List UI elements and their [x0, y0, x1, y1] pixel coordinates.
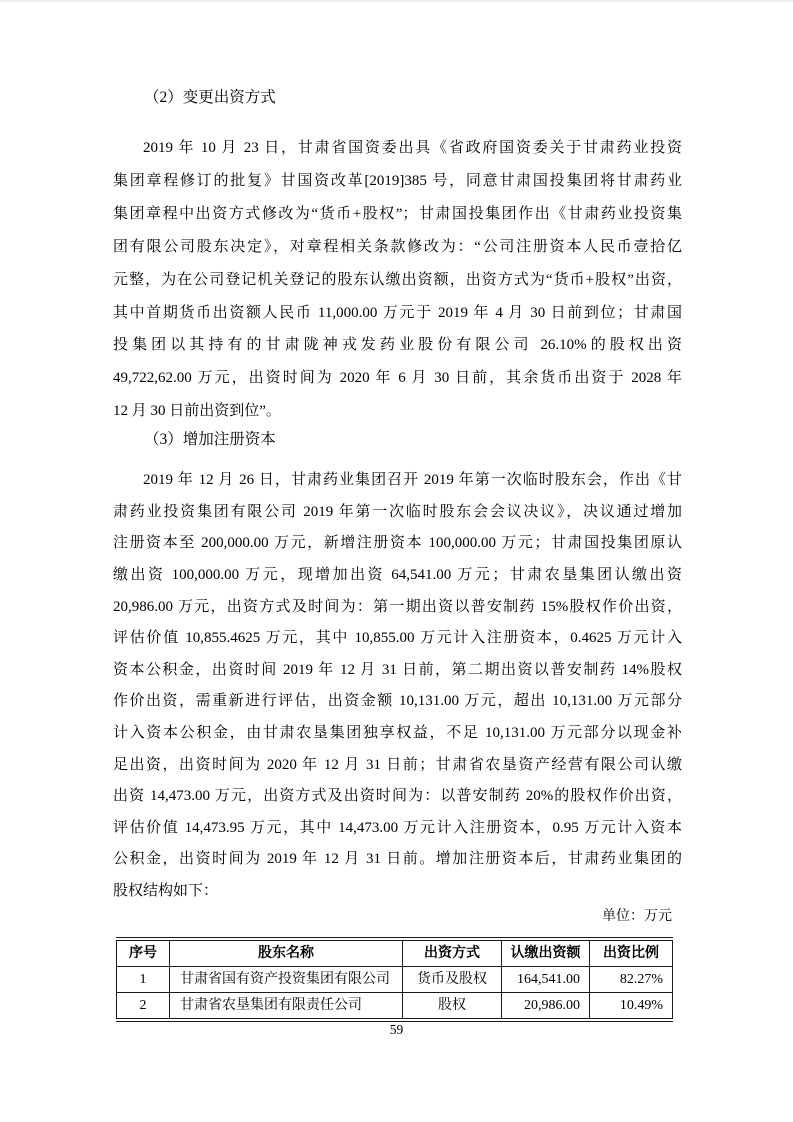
paragraph-line: 49,722,62.00 万元，出资时间为 2020 年 6 月 30 日前，其余货币出资于 2028 年 — [113, 370, 682, 387]
paragraph-line: 团有限公司股东决定》，对章程相关条款修改为：“公司注册资本人民币壹拾亿 — [113, 238, 682, 255]
paragraph-line: 注册资本至 200,000.00 万元，新增注册资本 100,000.00 万元；甘肃国投集团原认 — [113, 535, 682, 552]
cell-shareholder-name: 甘肃省国有资产投资集团有限公司 — [170, 967, 403, 993]
table-header-contribution-method: 出资方式 — [403, 939, 502, 967]
paragraph-line: 投集团以其持有的甘肃陇神戎发药业股份有限公司 26.10%的股权出资 — [113, 337, 682, 354]
paragraph-line: 公积金，出资时间为 2019 年 12 月 31 日前。增加注册资本后，甘肃药业集团的 — [113, 851, 682, 868]
cell-contribution-ratio: 10.49% — [590, 993, 673, 1021]
paragraph-line: 其中首期货币出资额人民币 11,000.00 万元于 2019 年 4 月 30 日前到位；甘肃国 — [113, 304, 682, 321]
paragraph-line: 股权结构如下： — [113, 882, 219, 899]
table-header-shareholder-name: 股东名称 — [170, 939, 403, 967]
paragraph-line: 评估价值 10,855.4625 万元，其中 10,855.00 万元计入注册资本，0.4625 万元计入 — [113, 630, 682, 647]
paragraph-line: 缴出资 100,000.00 万元，现增加出资 64,541.00 万元；甘肃农垦集团认缴出资 — [113, 566, 682, 583]
cell-index: 2 — [117, 993, 170, 1021]
paragraph-line: 12 月 30 日前出资到位”。 — [113, 403, 281, 420]
section-heading-change-method: （2）变更出资方式 — [144, 89, 276, 106]
paragraph-line: 足出资，出资时间为 2020 年 12 月 31 日前；甘肃省农垦资产经营有限公司认缴 — [113, 756, 682, 773]
paragraph-line: 20,986.00 万元，出资方式及时间为：第一期出资以普安制药 15%股权作价出资， — [113, 598, 682, 615]
table-row — [117, 967, 673, 993]
cell-subscribed-amount: 20,986.00 — [502, 993, 590, 1021]
shareholder-structure-table — [116, 937, 673, 1022]
section-heading-increase-capital: （3）增加注册资本 — [144, 431, 276, 449]
page-top-edge — [0, 0, 793, 2]
paragraph-line: 2019 年 12 月 26 日，甘肃药业集团召开 2019 年第一次临时股东会，作出《甘 — [143, 472, 682, 489]
paragraph-line: 集团章程修订的批复》甘国资改革[2019]385 号，同意甘肃国投集团将甘肃药业 — [113, 172, 682, 189]
paragraph-line: 元整，为在公司登记机关登记的股东认缴出资额，出资方式为“货币+股权”出资， — [113, 271, 682, 288]
paragraph-line: 作价出资，需重新进行评估，出资金额 10,131.00 万元，超出 10,131.00 万元部分 — [113, 693, 682, 710]
paragraph-line: 计入资本公积金，由甘肃农垦集团独享权益，不足 10,131.00 万元部分以现金补 — [113, 724, 682, 741]
table-unit-label: 单位：万元 — [602, 909, 672, 925]
cell-contribution-method: 货币及股权 — [403, 967, 502, 993]
table-row — [117, 993, 673, 1021]
cell-subscribed-amount: 164,541.00 — [502, 967, 590, 993]
paragraph-line: 资本公积金，出资时间 2019 年 12 月 31 日前，第二期出资以普安制药 14%股权 — [113, 661, 682, 678]
paragraph-line: 评估价值 14,473.95 万元，其中 14,473.00 万元计入注册资本，0.95 万元计入资本 — [113, 819, 682, 836]
page-number: 59 — [389, 1022, 404, 1037]
paragraph-line: 肃药业投资集团有限公司 2019 年第一次临时股东会会议决议》，决议通过增加 — [113, 503, 682, 520]
table-header-contribution-ratio: 出资比例 — [590, 939, 673, 967]
cell-contribution-ratio: 82.27% — [590, 967, 673, 993]
table-header-subscribed-amount: 认缴出资额 — [502, 939, 590, 967]
paragraph-line: 出资 14,473.00 万元，出资方式及出资时间为：以普安制药 20%的股权作价出资， — [113, 788, 682, 805]
paragraph-increase-capital — [113, 465, 682, 907]
cell-index: 1 — [117, 967, 170, 993]
cell-contribution-method: 股权 — [403, 993, 502, 1021]
paragraph-line: 2019 年 10 月 23 日，甘肃省国资委出具《省政府国资委关于甘肃药业投资 — [143, 140, 682, 156]
table-header-row — [117, 939, 673, 967]
paragraph-change-method — [113, 132, 682, 428]
paragraph-line: 集团章程中出资方式修改为“货币+股权”；甘肃国投集团作出《甘肃药业投资集 — [113, 205, 682, 222]
table-header-index: 序号 — [117, 939, 170, 967]
cell-shareholder-name: 甘肃省农垦集团有限责任公司 — [170, 993, 403, 1021]
